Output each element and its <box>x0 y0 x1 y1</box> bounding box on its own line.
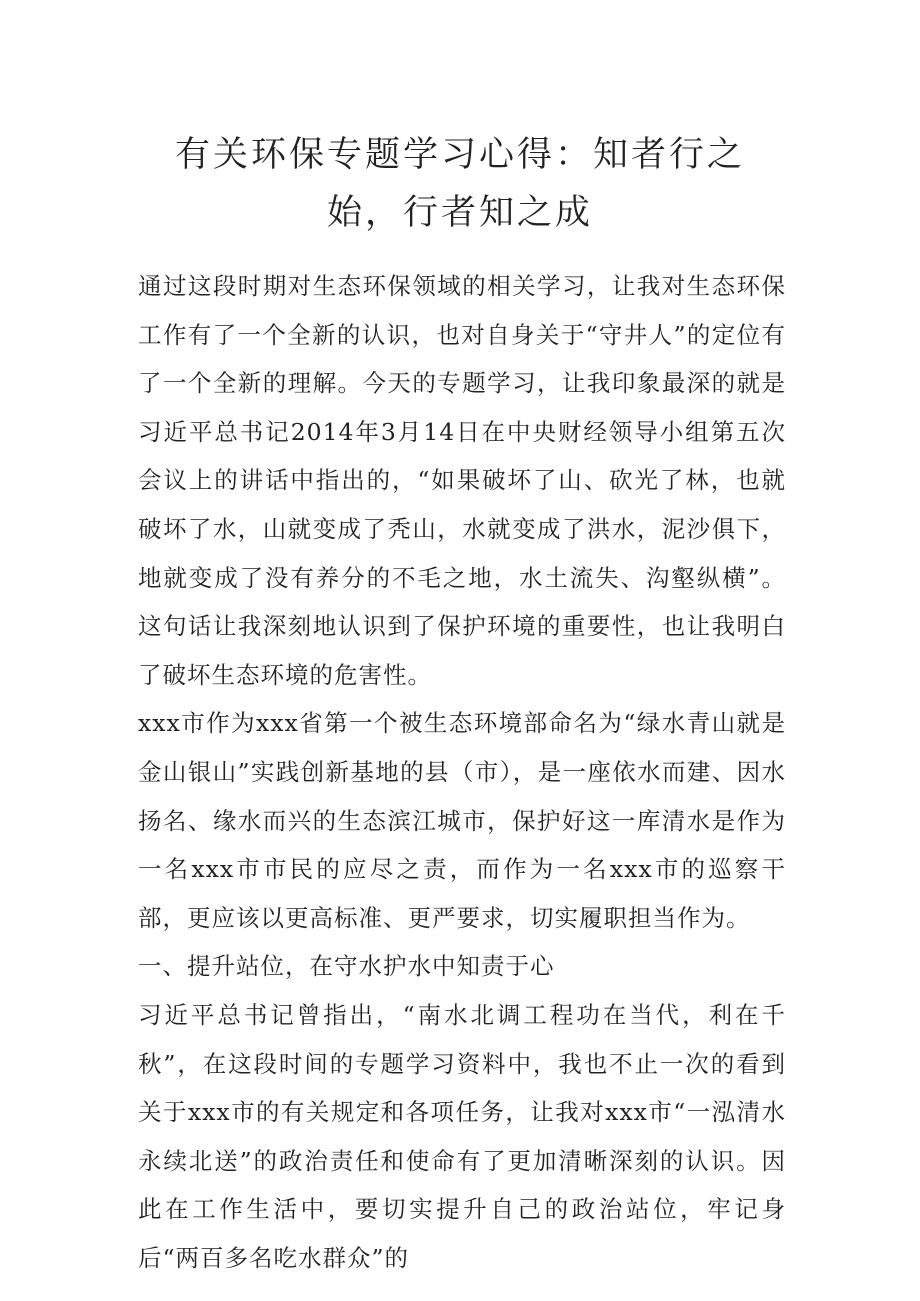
document-body <box>138 262 786 1282</box>
document-title: 有关环保专题学习心得：知者行之始，行者知之成 <box>174 135 745 233</box>
paragraph-section-1: 习近平总书记曾指出，“南水北调工程功在当代，利在千秋”，在这段时间的专题学习资料中，我也不止一次的看到关于xxx市的有关规定和各项任务，让我对xxx市“一泓清水永续北送”的政治责任和使命有了更加清晰深刻的认识。因此在工作生活中，要切实提升自己的政治站位，牢记身后“两百多名吃水群众”的 <box>138 1000 786 1272</box>
paragraph-intro: 通过这段时期对生态环保领域的相关学习，让我对生态环保工作有了一个全新的认识，也对自身关于“守井人”的定位有了一个全新的理解。今天的专题学习，让我印象最深的就是习近平总书记2014年3月14日在中央财经领导小组第五次会议上的讲话中指出的，“如果破坏了山、砍光了林，也就破坏了水，山就变成了秃山，水就变成了洪水，泥沙俱下，地就变成了没有养分的不毛之地，水土流失、沟壑纵横”。这句话让我深刻地认识到了保护环境的重要性，也让我明白了破坏生态环境的危害性。 <box>138 272 786 689</box>
section-heading-1: 一、提升站位，在守水护水中知责于心 <box>138 952 555 981</box>
paragraph-city: xxx市作为xxx省第一个被生态环境部命名为“绿水青山就是金山银山”实践创新基地的县（市），是一座依水而建、因水扬名、缘水而兴的生态滨江城市，保护好这一库清水是作为一名xxx市市民的应尽之责，而作为一名xxx市的巡察干部，更应该以更高标准、更严要求，切实履职担当作为。 <box>138 709 786 932</box>
